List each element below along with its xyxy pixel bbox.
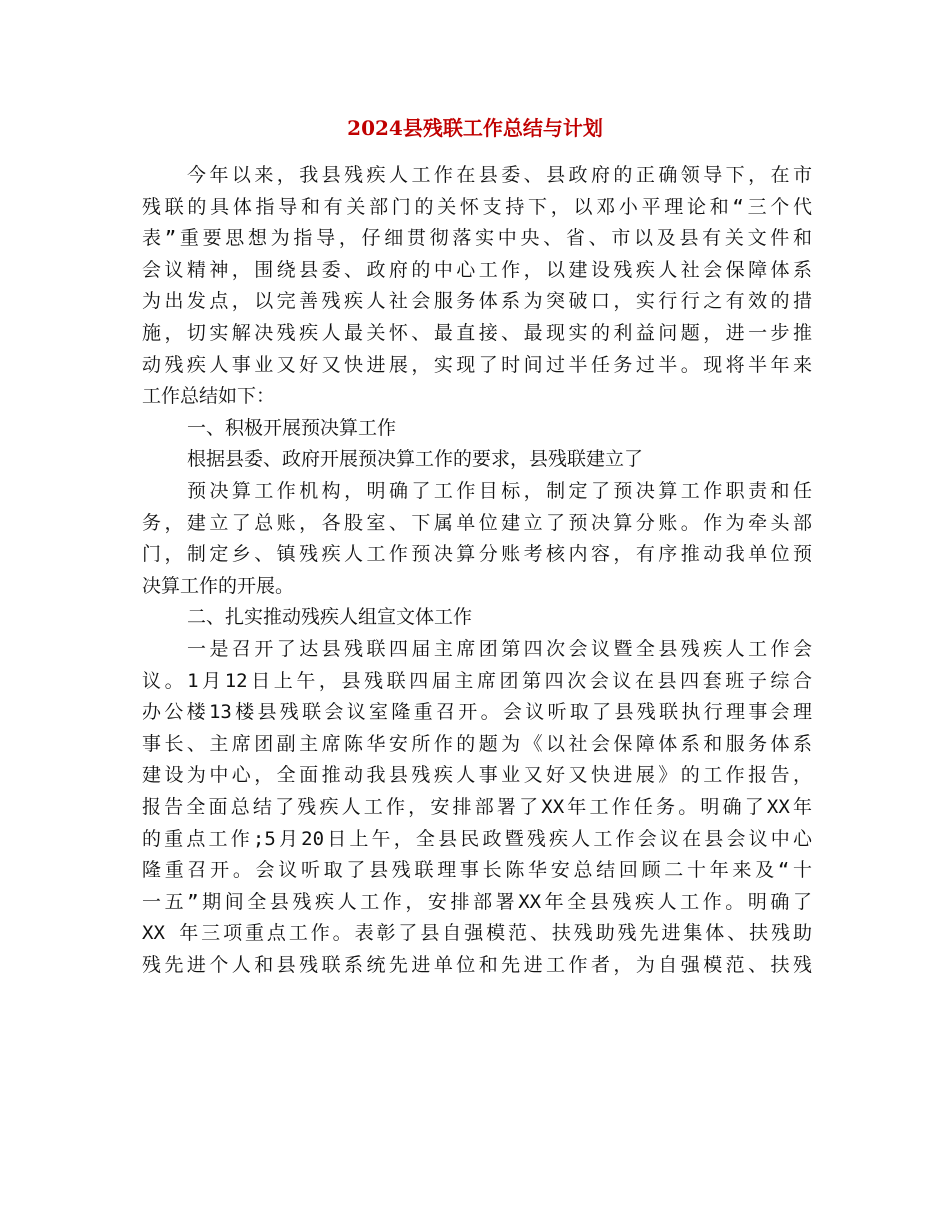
body-text-line: 为出发点，以完善残疾人社会服务体系为突破口，实行行之有效的措 bbox=[142, 290, 812, 312]
body-text-line: 决算工作的开展。 bbox=[142, 575, 295, 597]
body-text-line: 动残疾人事业又好又快进展，实现了时间过半任务过半。现将半年来 bbox=[142, 354, 812, 376]
body-text-line: 会议精神，围绕县委、政府的中心工作，以建设残疾人社会保障体系 bbox=[142, 259, 812, 281]
body-text-line: 一是召开了达县残联四届主席团第四次会议暨全县残疾人工作会 bbox=[187, 638, 812, 660]
document-title: 2024县残联工作总结与计划 bbox=[347, 116, 603, 140]
body-text-line: XX 年三项重点工作。表彰了县自强模范、扶残助残先进集体、扶残助 bbox=[142, 922, 812, 944]
body-text-line: 建设为中心，全面推动我县残疾人事业又好又快进展》的工作报告， bbox=[142, 764, 812, 786]
body-text-line: 预决算工作机构，明确了工作目标，制定了预决算工作职责和任 bbox=[187, 480, 812, 502]
body-text-line: 今年以来，我县残疾人工作在县委、县政府的正确领导下，在市 bbox=[187, 164, 812, 186]
body-text-line: 办公楼13楼县残联会议室隆重召开。会议听取了县残联执行理事会理 bbox=[142, 701, 812, 723]
body-text-line: 二、扎实推动残疾人组宣文体工作 bbox=[187, 606, 473, 628]
body-text-line: 表”重要思想为指导，仔细贯彻落实中央、省、市以及县有关文件和 bbox=[142, 227, 812, 249]
body-text-line: 工作总结如下： bbox=[142, 385, 276, 407]
body-text-line: 施，切实解决残疾人最关怀、最直接、最现实的利益问题，进一步推 bbox=[142, 322, 812, 344]
body-text-line: 报告全面总结了残疾人工作，安排部署了XX年工作任务。明确了XX年 bbox=[142, 796, 812, 818]
body-text-line: 一、积极开展预决算工作 bbox=[187, 417, 397, 439]
body-text-line: 一五”期间全县残疾人工作，安排部署XX年全县残疾人工作。明确了 bbox=[142, 891, 812, 913]
body-text-line: 残先进个人和县残联系统先进单位和先进工作者，为自强模范、扶残 bbox=[142, 954, 812, 976]
body-text-line: 事长、主席团副主席陈华安所作的题为《以社会保障体系和服务体系 bbox=[142, 733, 812, 755]
body-text-line: 根据县委、政府开展预决算工作的要求，县残联建立了 bbox=[187, 448, 644, 470]
body-text-line: 务，建立了总账，各股室、下属单位建立了预决算分账。作为牵头部 bbox=[142, 512, 812, 534]
body-text-line: 议。1月12日上午，县残联四届主席团第四次会议在县四套班子综合 bbox=[142, 670, 812, 692]
body-text-line: 隆重召开。会议听取了县残联理事长陈华安总结回顾二十年来及“十 bbox=[142, 859, 812, 881]
body-text-line: 门，制定乡、镇残疾人工作预决算分账考核内容，有序推动我单位预 bbox=[142, 543, 812, 565]
body-text-line: 的重点工作;5月20日上午，全县民政暨残疾人工作会议在县会议中心 bbox=[142, 828, 812, 850]
body-text-line: 残联的具体指导和有关部门的关怀支持下，以邓小平理论和“三个代 bbox=[142, 196, 812, 218]
